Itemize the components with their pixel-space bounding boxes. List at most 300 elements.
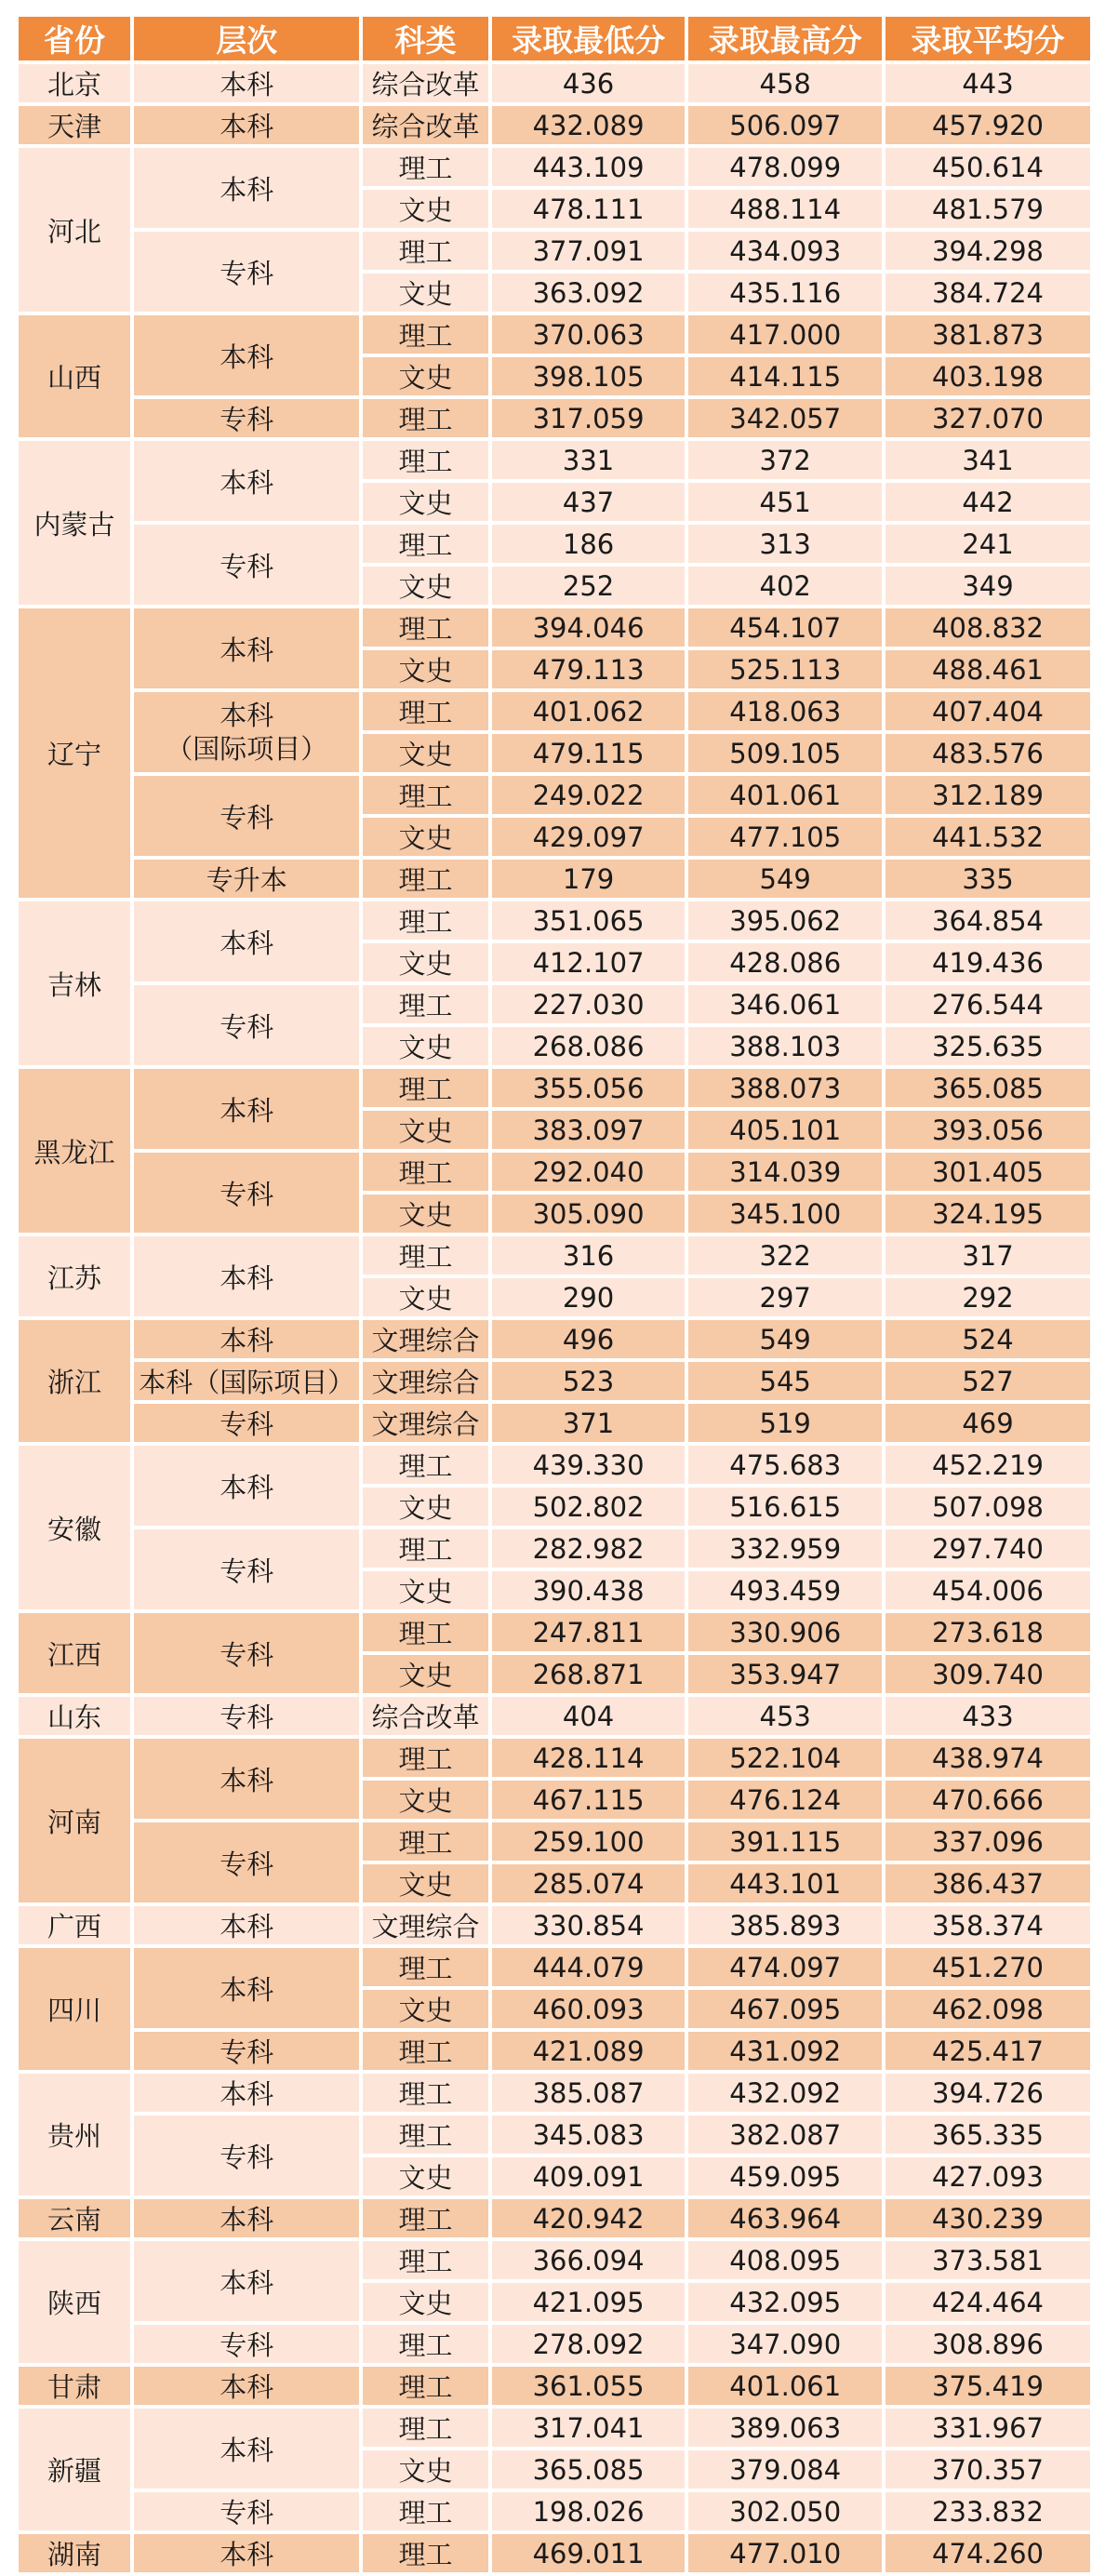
- subject-cell: 理工: [363, 692, 487, 730]
- max-score-cell: 545: [688, 1362, 882, 1400]
- min-score-cell: 292.040: [492, 1153, 686, 1191]
- max-score-cell: 549: [688, 1320, 882, 1358]
- avg-score-cell: 312.189: [885, 776, 1090, 814]
- subject-cell: 理工: [363, 2325, 487, 2363]
- min-score-cell: 469.011: [492, 2534, 686, 2572]
- min-score-cell: 247.811: [492, 1613, 686, 1651]
- subject-cell: 文史: [363, 567, 487, 605]
- subject-cell: 理工: [363, 148, 487, 186]
- table-row: [19, 776, 1090, 814]
- subject-cell: 综合改革: [363, 106, 487, 144]
- table-row: [19, 1948, 1090, 1986]
- avg-score-cell: 358.374: [885, 1906, 1090, 1944]
- header-max-score: 录取最高分: [688, 17, 882, 60]
- min-score-cell: 278.092: [492, 2325, 686, 2363]
- avg-score-cell: 335: [885, 860, 1090, 898]
- subject-cell: 理工: [363, 2534, 487, 2572]
- max-score-cell: 382.087: [688, 2116, 882, 2154]
- subject-cell: 文理综合: [363, 1906, 487, 1944]
- table-row: [19, 525, 1090, 563]
- min-score-cell: 316: [492, 1236, 686, 1275]
- table-row: [19, 2074, 1090, 2112]
- max-score-cell: 389.063: [688, 2409, 882, 2447]
- province-cell: 广西: [19, 1906, 130, 1944]
- table-row: [19, 106, 1090, 144]
- subject-cell: 理工: [363, 2074, 487, 2112]
- max-score-cell: 395.062: [688, 901, 882, 940]
- avg-score-cell: 481.579: [885, 190, 1090, 228]
- level-cell: 本科: [134, 2367, 359, 2405]
- subject-cell: 文史: [363, 943, 487, 981]
- avg-score-cell: 386.437: [885, 1864, 1090, 1902]
- table-row: [19, 608, 1090, 647]
- avg-score-cell: 365.085: [885, 1069, 1090, 1107]
- max-score-cell: 475.683: [688, 1446, 882, 1484]
- avg-score-cell: 341: [885, 441, 1090, 479]
- min-score-cell: 331: [492, 441, 686, 479]
- avg-score-cell: 365.335: [885, 2116, 1090, 2154]
- subject-cell: 文史: [363, 650, 487, 688]
- province-cell: 河南: [19, 1739, 130, 1902]
- table-row: [19, 2325, 1090, 2363]
- subject-cell: 文史: [363, 1571, 487, 1609]
- subject-cell: 理工: [363, 1529, 487, 1568]
- avg-score-cell: 419.436: [885, 943, 1090, 981]
- max-score-cell: 345.100: [688, 1195, 882, 1233]
- avg-score-cell: 524: [885, 1320, 1090, 1358]
- max-score-cell: 463.964: [688, 2199, 882, 2237]
- level-cell: 本科: [134, 2199, 359, 2237]
- province-cell: 山西: [19, 315, 130, 437]
- subject-cell: 综合改革: [363, 1697, 487, 1735]
- level-cell: 本科: [134, 2409, 359, 2489]
- min-score-cell: 421.089: [492, 2032, 686, 2070]
- min-score-cell: 361.055: [492, 2367, 686, 2405]
- subject-cell: 理工: [363, 1153, 487, 1191]
- avg-score-cell: 337.096: [885, 1822, 1090, 1861]
- avg-score-cell: 457.920: [885, 106, 1090, 144]
- table-row: [19, 64, 1090, 102]
- avg-score-cell: 408.832: [885, 608, 1090, 647]
- subject-cell: 文理综合: [363, 1404, 487, 1442]
- max-score-cell: 549: [688, 860, 882, 898]
- min-score-cell: 432.089: [492, 106, 686, 144]
- admission-score-table: [15, 13, 1094, 2576]
- max-score-cell: 302.050: [688, 2492, 882, 2530]
- avg-score-cell: 527: [885, 1362, 1090, 1400]
- table-row: [19, 692, 1090, 730]
- level-cell: 本科: [134, 1739, 359, 1819]
- level-cell: 本科: [134, 2534, 359, 2572]
- subject-cell: 文史: [363, 274, 487, 312]
- table-row: [19, 860, 1090, 898]
- subject-cell: 理工: [363, 1739, 487, 1777]
- min-score-cell: 252: [492, 567, 686, 605]
- max-score-cell: 431.092: [688, 2032, 882, 2070]
- max-score-cell: 401.061: [688, 776, 882, 814]
- max-score-cell: 525.113: [688, 650, 882, 688]
- level-cell: 本科: [134, 1948, 359, 2028]
- level-cell: 本科（国际项目）: [134, 1362, 359, 1400]
- province-cell: 山东: [19, 1697, 130, 1735]
- subject-cell: 文史: [363, 818, 487, 856]
- avg-score-cell: 375.419: [885, 2367, 1090, 2405]
- table-row: [19, 2367, 1090, 2405]
- level-cell: 专科: [134, 1822, 359, 1902]
- max-score-cell: 297: [688, 1278, 882, 1316]
- max-score-cell: 342.057: [688, 399, 882, 437]
- level-cell: 专科: [134, 2116, 359, 2196]
- max-score-cell: 467.095: [688, 1990, 882, 2028]
- max-score-cell: 388.103: [688, 1027, 882, 1065]
- min-score-cell: 268.086: [492, 1027, 686, 1065]
- avg-score-cell: 430.239: [885, 2199, 1090, 2237]
- province-cell: 浙江: [19, 1320, 130, 1442]
- subject-cell: 理工: [363, 608, 487, 647]
- min-score-cell: 351.065: [492, 901, 686, 940]
- avg-score-cell: 483.576: [885, 734, 1090, 772]
- max-score-cell: 451: [688, 483, 882, 521]
- avg-score-cell: 424.464: [885, 2283, 1090, 2321]
- table-row: [19, 441, 1090, 479]
- province-cell: 陕西: [19, 2241, 130, 2363]
- max-score-cell: 332.959: [688, 1529, 882, 1568]
- max-score-cell: 478.099: [688, 148, 882, 186]
- min-score-cell: 370.063: [492, 315, 686, 354]
- min-score-cell: 412.107: [492, 943, 686, 981]
- subject-cell: 文史: [363, 2450, 487, 2489]
- min-score-cell: 398.105: [492, 357, 686, 395]
- max-score-cell: 391.115: [688, 1822, 882, 1861]
- max-score-cell: 385.893: [688, 1906, 882, 1944]
- subject-cell: 文史: [363, 2157, 487, 2196]
- subject-cell: 理工: [363, 1613, 487, 1651]
- level-cell: 专科: [134, 399, 359, 437]
- avg-score-cell: 407.404: [885, 692, 1090, 730]
- avg-score-cell: 233.832: [885, 2492, 1090, 2530]
- avg-score-cell: 308.896: [885, 2325, 1090, 2363]
- table-row: [19, 1404, 1090, 1442]
- subject-cell: 文史: [363, 1990, 487, 2028]
- table-row: [19, 232, 1090, 270]
- level-cell: 专科: [134, 525, 359, 605]
- min-score-cell: 377.091: [492, 232, 686, 270]
- avg-score-cell: 469: [885, 1404, 1090, 1442]
- min-score-cell: 420.942: [492, 2199, 686, 2237]
- level-cell: 本科: [134, 441, 359, 521]
- max-score-cell: 476.124: [688, 1781, 882, 1819]
- subject-cell: 理工: [363, 2116, 487, 2154]
- level-cell: 专科: [134, 1153, 359, 1233]
- avg-score-cell: 427.093: [885, 2157, 1090, 2196]
- avg-score-cell: 241: [885, 525, 1090, 563]
- avg-score-cell: 381.873: [885, 315, 1090, 354]
- min-score-cell: 401.062: [492, 692, 686, 730]
- subject-cell: 理工: [363, 2032, 487, 2070]
- level-cell: 本科: [134, 1446, 359, 1526]
- avg-score-cell: 292: [885, 1278, 1090, 1316]
- level-cell: 本科: [134, 148, 359, 228]
- avg-score-cell: 327.070: [885, 399, 1090, 437]
- level-cell: 本科: [134, 2074, 359, 2112]
- level-cell: 专科: [134, 1613, 359, 1693]
- subject-cell: 理工: [363, 441, 487, 479]
- min-score-cell: 371: [492, 1404, 686, 1442]
- min-score-cell: 478.111: [492, 190, 686, 228]
- table-row: [19, 399, 1090, 437]
- avg-score-cell: 394.298: [885, 232, 1090, 270]
- table-row: [19, 1739, 1090, 1777]
- subject-cell: 理工: [363, 860, 487, 898]
- subject-cell: 理工: [363, 2409, 487, 2447]
- subject-cell: 理工: [363, 776, 487, 814]
- max-score-cell: 408.095: [688, 2241, 882, 2279]
- min-score-cell: 479.113: [492, 650, 686, 688]
- min-score-cell: 179: [492, 860, 686, 898]
- table-row: [19, 2241, 1090, 2279]
- avg-score-cell: 331.967: [885, 2409, 1090, 2447]
- province-cell: 贵州: [19, 2074, 130, 2196]
- subject-cell: 文史: [363, 1655, 487, 1693]
- header-province: 省份: [19, 17, 130, 60]
- max-score-cell: 353.947: [688, 1655, 882, 1693]
- avg-score-cell: 373.581: [885, 2241, 1090, 2279]
- max-score-cell: 477.105: [688, 818, 882, 856]
- level-cell: 专升本: [134, 860, 359, 898]
- min-score-cell: 366.094: [492, 2241, 686, 2279]
- min-score-cell: 460.093: [492, 1990, 686, 2028]
- max-score-cell: 414.115: [688, 357, 882, 395]
- table-row: [19, 1529, 1090, 1568]
- province-cell: 湖南: [19, 2534, 130, 2572]
- max-score-cell: 330.906: [688, 1613, 882, 1651]
- avg-score-cell: 470.666: [885, 1781, 1090, 1819]
- avg-score-cell: 451.270: [885, 1948, 1090, 1986]
- avg-score-cell: 370.357: [885, 2450, 1090, 2489]
- min-score-cell: 227.030: [492, 985, 686, 1023]
- avg-score-cell: 394.726: [885, 2074, 1090, 2112]
- min-score-cell: 317.041: [492, 2409, 686, 2447]
- min-score-cell: 365.085: [492, 2450, 686, 2489]
- province-cell: 黑龙江: [19, 1069, 130, 1233]
- max-score-cell: 516.615: [688, 1488, 882, 1526]
- max-score-cell: 401.061: [688, 2367, 882, 2405]
- level-cell: 本科: [134, 1236, 359, 1316]
- subject-cell: 理工: [363, 399, 487, 437]
- min-score-cell: 439.330: [492, 1446, 686, 1484]
- avg-score-cell: 297.740: [885, 1529, 1090, 1568]
- table-row: [19, 1153, 1090, 1191]
- min-score-cell: 467.115: [492, 1781, 686, 1819]
- avg-score-cell: 325.635: [885, 1027, 1090, 1065]
- min-score-cell: 409.091: [492, 2157, 686, 2196]
- max-score-cell: 428.086: [688, 943, 882, 981]
- subject-cell: 理工: [363, 2367, 487, 2405]
- avg-score-cell: 442: [885, 483, 1090, 521]
- min-score-cell: 404: [492, 1697, 686, 1735]
- header-subject: 科类: [363, 17, 487, 60]
- min-score-cell: 285.074: [492, 1864, 686, 1902]
- min-score-cell: 186: [492, 525, 686, 563]
- avg-score-cell: 443: [885, 64, 1090, 102]
- level-cell: 专科: [134, 2325, 359, 2363]
- avg-score-cell: 454.006: [885, 1571, 1090, 1609]
- avg-score-cell: 273.618: [885, 1613, 1090, 1651]
- subject-cell: 文史: [363, 357, 487, 395]
- table-row: [19, 2032, 1090, 2070]
- province-cell: 天津: [19, 106, 130, 144]
- min-score-cell: 443.109: [492, 148, 686, 186]
- avg-score-cell: 384.724: [885, 274, 1090, 312]
- subject-cell: 文史: [363, 1278, 487, 1316]
- table-row: [19, 2199, 1090, 2237]
- table-row: [19, 2409, 1090, 2447]
- subject-cell: 文史: [363, 483, 487, 521]
- subject-cell: 文史: [363, 190, 487, 228]
- avg-score-cell: 474.260: [885, 2534, 1090, 2572]
- level-cell: 专科: [134, 776, 359, 856]
- max-score-cell: 432.092: [688, 2074, 882, 2112]
- avg-score-cell: 507.098: [885, 1488, 1090, 1526]
- min-score-cell: 305.090: [492, 1195, 686, 1233]
- max-score-cell: 519: [688, 1404, 882, 1442]
- max-score-cell: 477.010: [688, 2534, 882, 2572]
- avg-score-cell: 301.405: [885, 1153, 1090, 1191]
- province-cell: 云南: [19, 2199, 130, 2237]
- table-row: [19, 2116, 1090, 2154]
- min-score-cell: 428.114: [492, 1739, 686, 1777]
- province-cell: 甘肃: [19, 2367, 130, 2405]
- subject-cell: 文史: [363, 1781, 487, 1819]
- max-score-cell: 493.459: [688, 1571, 882, 1609]
- subject-cell: 理工: [363, 2492, 487, 2530]
- header-level: 层次: [134, 17, 359, 60]
- table-row: [19, 2534, 1090, 2572]
- min-score-cell: 496: [492, 1320, 686, 1358]
- max-score-cell: 379.084: [688, 2450, 882, 2489]
- avg-score-cell: 317: [885, 1236, 1090, 1275]
- province-cell: 四川: [19, 1948, 130, 2070]
- subject-cell: 文理综合: [363, 1320, 487, 1358]
- min-score-cell: 290: [492, 1278, 686, 1316]
- subject-cell: 理工: [363, 1236, 487, 1275]
- min-score-cell: 383.097: [492, 1111, 686, 1149]
- max-score-cell: 435.116: [688, 274, 882, 312]
- province-cell: 安徽: [19, 1446, 130, 1609]
- level-cell: 专科: [134, 985, 359, 1065]
- avg-score-cell: 433: [885, 1697, 1090, 1735]
- table-row: [19, 1822, 1090, 1861]
- min-score-cell: 429.097: [492, 818, 686, 856]
- level-cell: 本科: [134, 315, 359, 395]
- avg-score-cell: 450.614: [885, 148, 1090, 186]
- table-body: [19, 64, 1090, 2572]
- province-cell: 新疆: [19, 2409, 130, 2530]
- avg-score-cell: 425.417: [885, 2032, 1090, 2070]
- min-score-cell: 444.079: [492, 1948, 686, 1986]
- avg-score-cell: 403.198: [885, 357, 1090, 395]
- min-score-cell: 390.438: [492, 1571, 686, 1609]
- subject-cell: 理工: [363, 525, 487, 563]
- level-cell: 专科: [134, 2032, 359, 2070]
- subject-cell: 综合改革: [363, 64, 487, 102]
- subject-cell: 文理综合: [363, 1362, 487, 1400]
- level-cell: 本科: [134, 1906, 359, 1944]
- subject-cell: 文史: [363, 1027, 487, 1065]
- subject-cell: 文史: [363, 1111, 487, 1149]
- max-score-cell: 488.114: [688, 190, 882, 228]
- level-cell: 本科 （国际项目）: [134, 692, 359, 772]
- min-score-cell: 259.100: [492, 1822, 686, 1861]
- level-cell: 专科: [134, 1697, 359, 1735]
- table-row: [19, 1906, 1090, 1944]
- province-cell: 吉林: [19, 901, 130, 1065]
- max-score-cell: 506.097: [688, 106, 882, 144]
- min-score-cell: 282.982: [492, 1529, 686, 1568]
- province-cell: 河北: [19, 148, 130, 312]
- table-row: [19, 1362, 1090, 1400]
- province-cell: 江西: [19, 1613, 130, 1693]
- min-score-cell: 268.871: [492, 1655, 686, 1693]
- max-score-cell: 474.097: [688, 1948, 882, 1986]
- min-score-cell: 421.095: [492, 2283, 686, 2321]
- province-cell: 江苏: [19, 1236, 130, 1316]
- subject-cell: 理工: [363, 1822, 487, 1861]
- subject-cell: 理工: [363, 985, 487, 1023]
- min-score-cell: 330.854: [492, 1906, 686, 1944]
- min-score-cell: 385.087: [492, 2074, 686, 2112]
- subject-cell: 理工: [363, 2241, 487, 2279]
- subject-cell: 理工: [363, 1948, 487, 1986]
- table-row: [19, 2492, 1090, 2530]
- max-score-cell: 322: [688, 1236, 882, 1275]
- min-score-cell: 436: [492, 64, 686, 102]
- level-cell: 本科: [134, 2241, 359, 2321]
- min-score-cell: 198.026: [492, 2492, 686, 2530]
- avg-score-cell: 324.195: [885, 1195, 1090, 1233]
- max-score-cell: 402: [688, 567, 882, 605]
- table-row: [19, 1320, 1090, 1358]
- level-cell: 本科: [134, 608, 359, 688]
- max-score-cell: 453: [688, 1697, 882, 1735]
- min-score-cell: 437: [492, 483, 686, 521]
- max-score-cell: 509.105: [688, 734, 882, 772]
- avg-score-cell: 488.461: [885, 650, 1090, 688]
- level-cell: 专科: [134, 232, 359, 312]
- min-score-cell: 355.056: [492, 1069, 686, 1107]
- avg-score-cell: 276.544: [885, 985, 1090, 1023]
- max-score-cell: 388.073: [688, 1069, 882, 1107]
- level-cell: 本科: [134, 106, 359, 144]
- max-score-cell: 434.093: [688, 232, 882, 270]
- subject-cell: 文史: [363, 2283, 487, 2321]
- subject-cell: 理工: [363, 901, 487, 940]
- level-cell: 本科: [134, 64, 359, 102]
- avg-score-cell: 364.854: [885, 901, 1090, 940]
- min-score-cell: 249.022: [492, 776, 686, 814]
- subject-cell: 文史: [363, 734, 487, 772]
- max-score-cell: 405.101: [688, 1111, 882, 1149]
- table-row: [19, 1236, 1090, 1275]
- avg-score-cell: 309.740: [885, 1655, 1090, 1693]
- subject-cell: 理工: [363, 315, 487, 354]
- max-score-cell: 418.063: [688, 692, 882, 730]
- max-score-cell: 346.061: [688, 985, 882, 1023]
- table-row: [19, 985, 1090, 1023]
- min-score-cell: 345.083: [492, 2116, 686, 2154]
- header-min-score: 录取最低分: [492, 17, 686, 60]
- max-score-cell: 372: [688, 441, 882, 479]
